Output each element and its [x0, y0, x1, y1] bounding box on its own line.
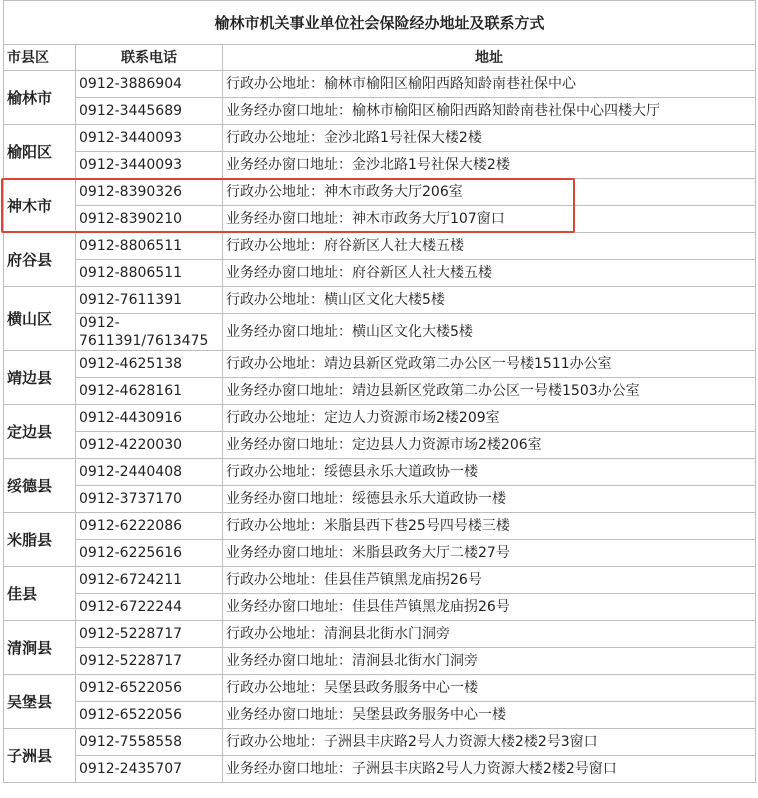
table-row: [4, 260, 756, 287]
table-row: [4, 675, 756, 702]
city-cell: 绥德县: [4, 459, 76, 513]
address-cell: 业务经办窗口地址：金沙北路1号社保大楼2楼: [223, 152, 756, 179]
phone-cell: 0912-4628161: [76, 378, 223, 405]
address-cell: 行政办公地址：定边人力资源市场2楼209室: [223, 405, 756, 432]
city-cell: 神木市: [4, 179, 76, 233]
address-cell: 行政办公地址：府谷新区人社大楼五楼: [223, 233, 756, 260]
table-title: 榆林市机关事业单位社会保险经办地址及联系方式: [4, 1, 756, 45]
table-row: [4, 405, 756, 432]
header-city: 市县区: [4, 45, 76, 71]
address-cell: 行政办公地址：吴堡县政务服务中心一楼: [223, 675, 756, 702]
table-row: [4, 648, 756, 675]
phone-cell: 0912-3737170: [76, 486, 223, 513]
table-row: [4, 287, 756, 314]
phone-cell: 0912-8806511: [76, 233, 223, 260]
table-row: [4, 729, 756, 756]
city-cell: 横山区: [4, 287, 76, 351]
table-row: [4, 314, 756, 351]
phone-cell: 0912-7558558: [76, 729, 223, 756]
phone-cell: 0912-4430916: [76, 405, 223, 432]
address-cell: 业务经办窗口地址：府谷新区人社大楼五楼: [223, 260, 756, 287]
table-row: [4, 125, 756, 152]
phone-cell: 0912-2440408: [76, 459, 223, 486]
city-cell: 靖边县: [4, 351, 76, 405]
city-cell: 子洲县: [4, 729, 76, 783]
address-cell: 行政办公地址：绥德县永乐大道政协一楼: [223, 459, 756, 486]
city-cell: 清涧县: [4, 621, 76, 675]
header-row: [4, 45, 756, 71]
address-cell: 行政办公地址：靖边县新区党政第二办公区一号楼1511办公室: [223, 351, 756, 378]
address-cell: 行政办公地址：清涧县北街水门洞旁: [223, 621, 756, 648]
contact-table: [3, 0, 756, 783]
table-row: [4, 756, 756, 783]
phone-cell: 0912-8806511: [76, 260, 223, 287]
table-row: [4, 540, 756, 567]
table-row: [4, 206, 756, 233]
address-cell: 业务经办窗口地址：靖边县新区党政第二办公区一号楼1503办公室: [223, 378, 756, 405]
phone-cell: 0912-7611391: [76, 287, 223, 314]
address-cell: 行政办公地址：横山区文化大楼5楼: [223, 287, 756, 314]
table-row: [4, 513, 756, 540]
table-row: [4, 459, 756, 486]
table-row: [4, 98, 756, 125]
table-row: [4, 567, 756, 594]
address-cell: 行政办公地址：榆林市榆阳区榆阳西路知龄南巷社保中心: [223, 71, 756, 98]
phone-cell: 0912-6222086: [76, 513, 223, 540]
title-row: [4, 1, 756, 45]
table-row: [4, 233, 756, 260]
city-cell: 榆阳区: [4, 125, 76, 179]
table-row: [4, 432, 756, 459]
phone-cell: 0912-3886904: [76, 71, 223, 98]
city-cell: 榆林市: [4, 71, 76, 125]
table-row: [4, 71, 756, 98]
address-cell: 业务经办窗口地址：榆林市榆阳区榆阳西路知龄南巷社保中心四楼大厅: [223, 98, 756, 125]
address-cell: 行政办公地址：神木市政务大厅206室: [223, 179, 756, 206]
phone-cell: 0912-3445689: [76, 98, 223, 125]
address-cell: 业务经办窗口地址：绥德县永乐大道政协一楼: [223, 486, 756, 513]
table-row: [4, 702, 756, 729]
phone-cell: 0912-6724211: [76, 567, 223, 594]
phone-cell: 0912-6225616: [76, 540, 223, 567]
address-cell: 业务经办窗口地址：米脂县政务大厅二楼27号: [223, 540, 756, 567]
address-cell: 业务经办窗口地址：横山区文化大楼5楼: [223, 314, 756, 351]
address-cell: 业务经办窗口地址：子洲县丰庆路2号人力资源大楼2楼2号窗口: [223, 756, 756, 783]
address-cell: 业务经办窗口地址：吴堡县政务服务中心一楼: [223, 702, 756, 729]
address-cell: 行政办公地址：米脂县西下巷25号四号楼三楼: [223, 513, 756, 540]
header-phone: 联系电话: [76, 45, 223, 71]
phone-cell: 0912-2435707: [76, 756, 223, 783]
address-cell: 业务经办窗口地址：定边县人力资源市场2楼206室: [223, 432, 756, 459]
table-row: [4, 351, 756, 378]
phone-cell: 0912-5228717: [76, 648, 223, 675]
header-address: 地址: [223, 45, 756, 71]
address-cell: 行政办公地址：佳县佳芦镇黑龙庙拐26号: [223, 567, 756, 594]
phone-cell: 0912-6522056: [76, 675, 223, 702]
city-cell: 吴堡县: [4, 675, 76, 729]
table-row: [4, 486, 756, 513]
city-cell: 定边县: [4, 405, 76, 459]
phone-cell: 0912-4625138: [76, 351, 223, 378]
phone-cell: 0912-6722244: [76, 594, 223, 621]
phone-cell: 0912-4220030: [76, 432, 223, 459]
address-cell: 业务经办窗口地址：佳县佳芦镇黑龙庙拐26号: [223, 594, 756, 621]
table-row: [4, 152, 756, 179]
address-cell: 业务经办窗口地址：清涧县北街水门洞旁: [223, 648, 756, 675]
phone-cell: 0912-3440093: [76, 152, 223, 179]
table-row: [4, 621, 756, 648]
city-cell: 佳县: [4, 567, 76, 621]
table-row: [4, 378, 756, 405]
city-cell: 府谷县: [4, 233, 76, 287]
phone-cell: 0912-5228717: [76, 621, 223, 648]
table-row: [4, 179, 756, 206]
phone-cell: 0912- 7611391/7613475: [76, 314, 223, 351]
address-cell: 业务经办窗口地址：神木市政务大厅107窗口: [223, 206, 756, 233]
address-cell: 行政办公地址：子洲县丰庆路2号人力资源大楼2楼2号3窗口: [223, 729, 756, 756]
address-cell: 行政办公地址：金沙北路1号社保大楼2楼: [223, 125, 756, 152]
table-row: [4, 594, 756, 621]
phone-cell: 0912-3440093: [76, 125, 223, 152]
city-cell: 米脂县: [4, 513, 76, 567]
phone-cell: 0912-6522056: [76, 702, 223, 729]
phone-cell: 0912-8390210: [76, 206, 223, 233]
phone-cell: 0912-8390326: [76, 179, 223, 206]
